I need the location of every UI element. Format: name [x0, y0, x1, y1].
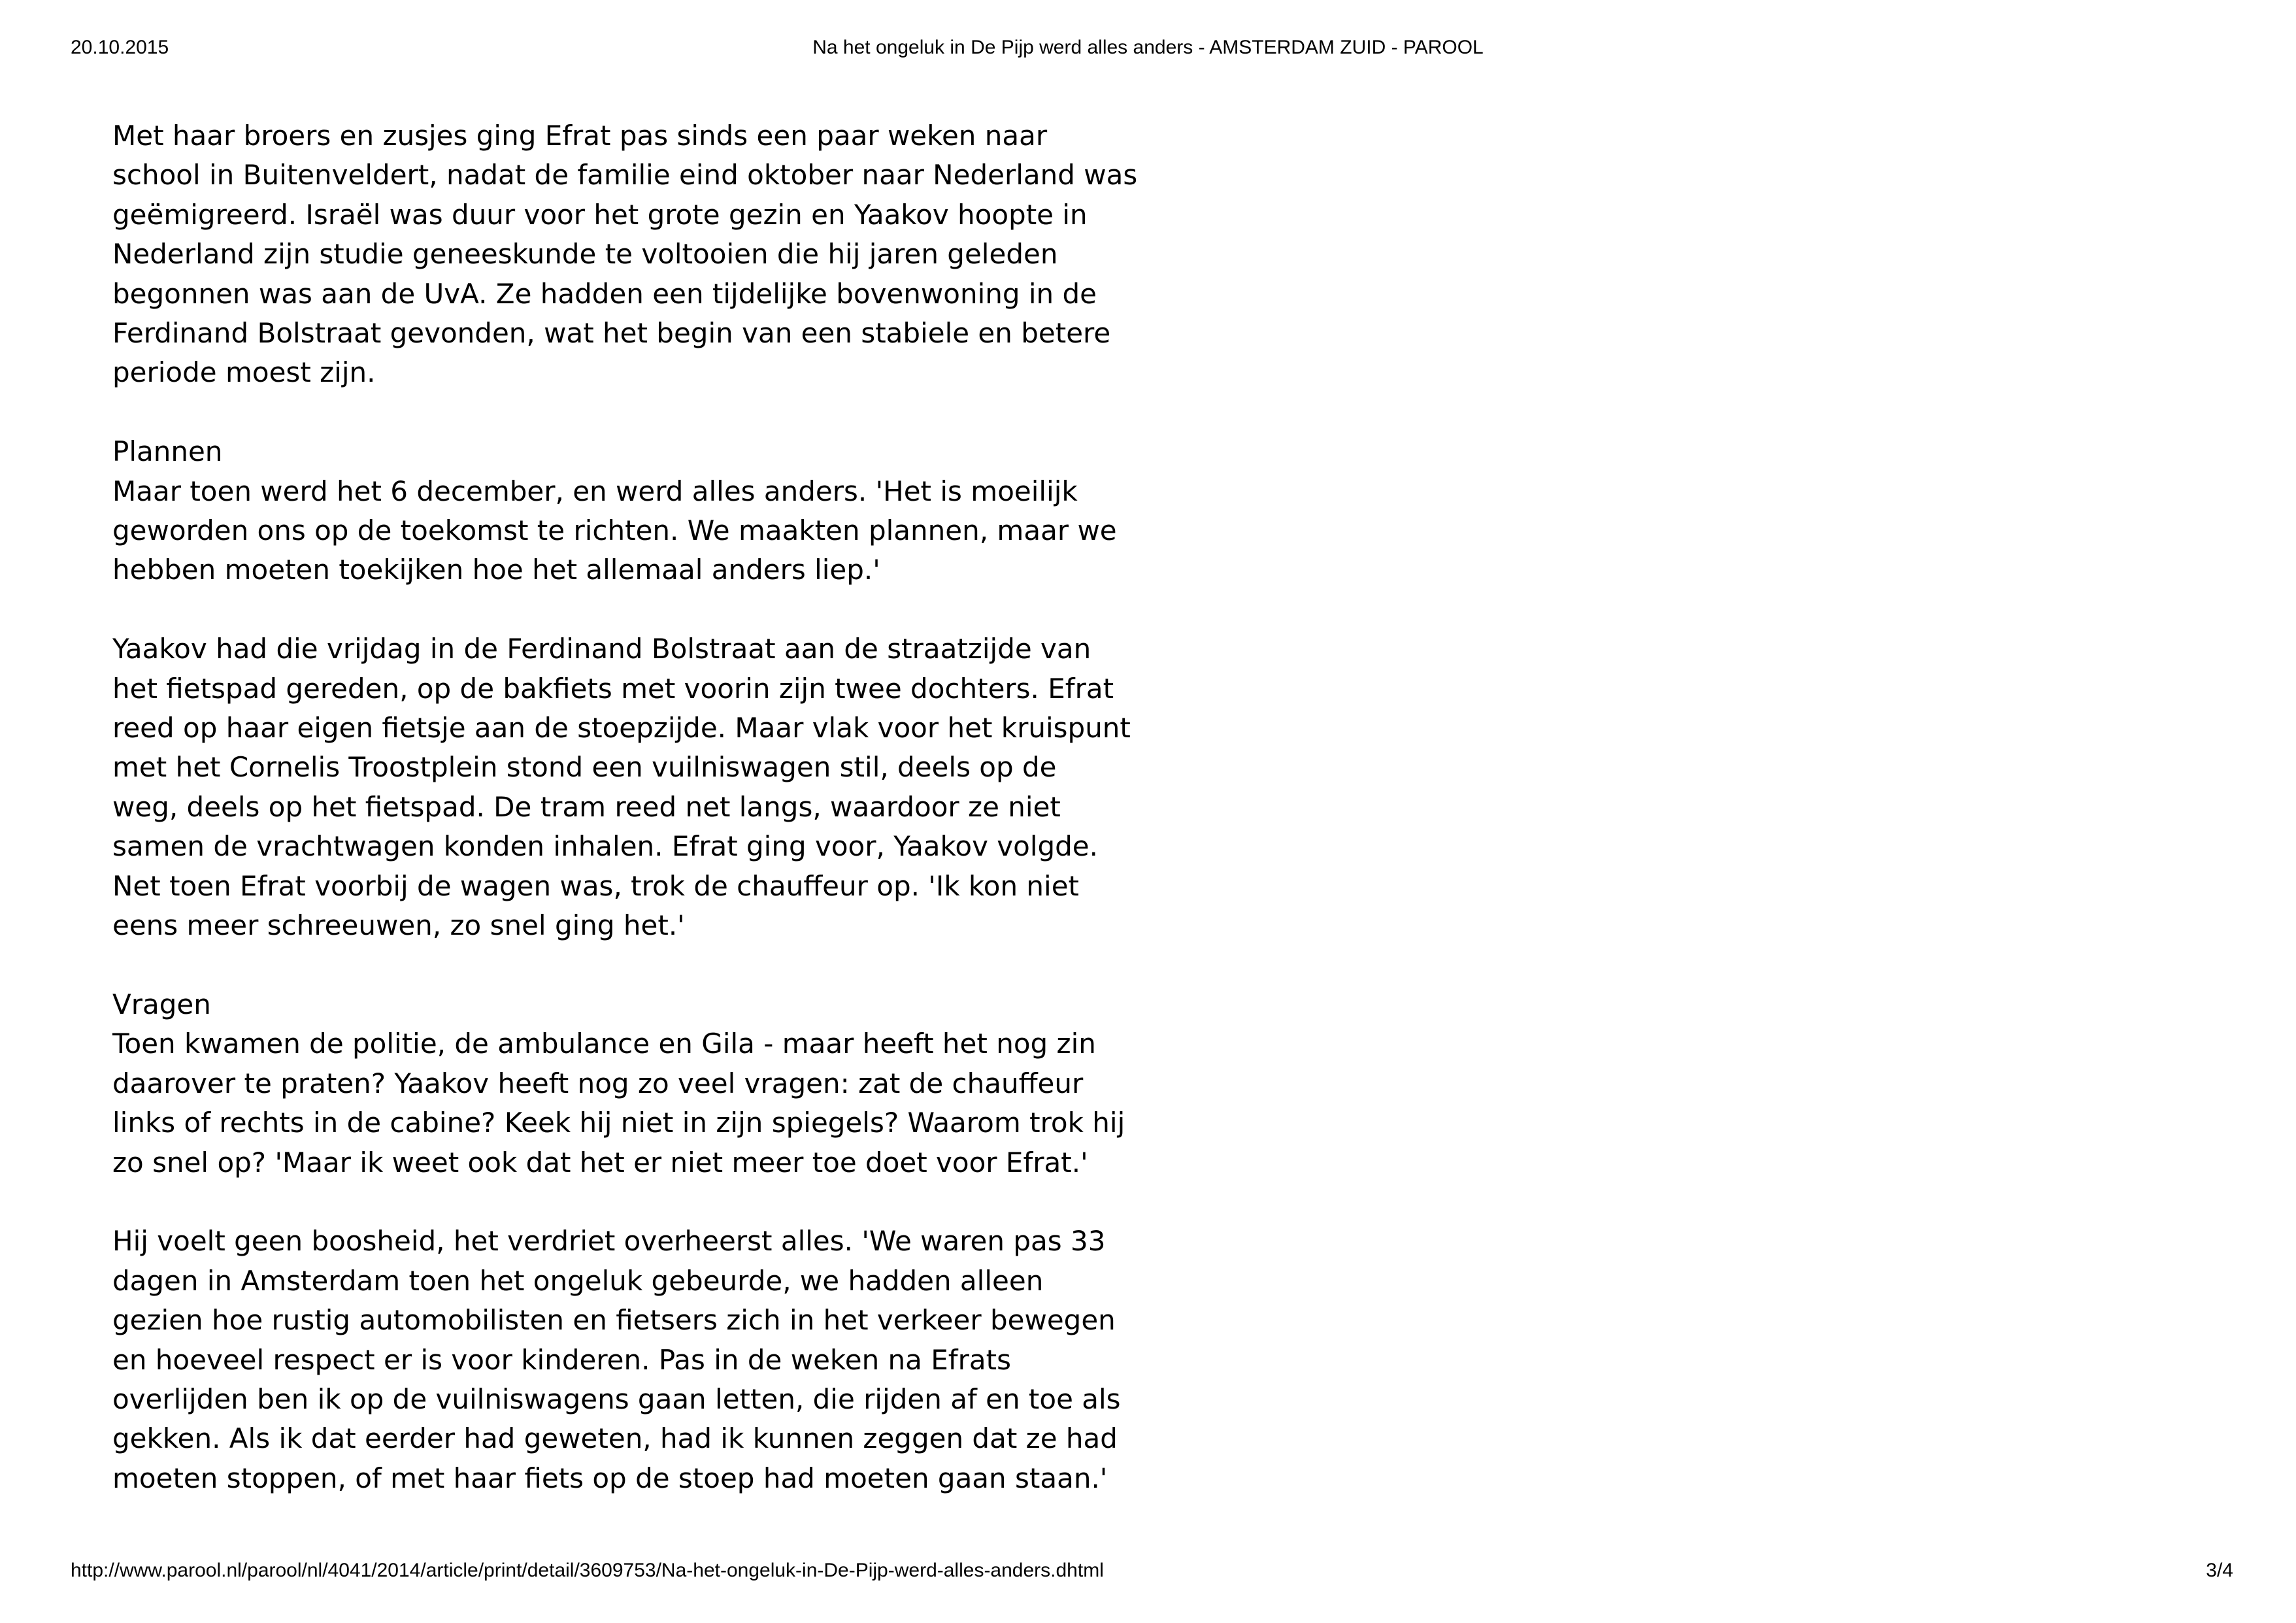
text-line: gekken. Als ik dat eerder had geweten, had ik kunnen zeggen dat ze had: [112, 1422, 1118, 1455]
text-line: Met haar broers en zusjes ging Efrat pas sinds een paar weken naar: [112, 120, 1048, 152]
text-line: geworden ons op de toekomst te richten. We maakten plannen, maar we: [112, 514, 1117, 547]
paragraph: [112, 985, 1158, 1182]
paragraph: [112, 432, 1158, 590]
text-line: Yaakov had die vrijdag in de Ferdinand Bolstraat aan de straatzijde van: [112, 633, 1091, 665]
text-line: dagen in Amsterdam toen het ongeluk gebeurde, we hadden alleen: [112, 1264, 1044, 1297]
page-number: 3/4: [2206, 1560, 2233, 1581]
text-line: Maar toen werd het 6 december, en werd alles anders. 'Het is moeilijk: [112, 475, 1078, 507]
text-line: Toen kwamen de politie, de ambulance en Gila - maar heeft het nog zin: [112, 1028, 1096, 1060]
text-line: en hoeveel respect er is voor kinderen. Pas in de weken na Efrats: [112, 1343, 1011, 1376]
text-line: hebben moeten toekijken hoe het allemaal anders liep.': [112, 554, 880, 586]
print-header: [0, 37, 2296, 76]
text-line: Hij voelt geen boosheid, het verdriet overheerst alles. 'We waren pas 33: [112, 1225, 1106, 1258]
print-date: 20.10.2015: [71, 37, 169, 58]
text-line: daarover te praten? Yaakov heeft nog zo veel vragen: zat de chauffeur: [112, 1067, 1084, 1099]
subheading-vragen: Vragen: [112, 988, 211, 1020]
text-line: moeten stoppen, of met haar fiets op de stoep had moeten gaan staan.': [112, 1462, 1108, 1494]
text-line: met het Cornelis Troostplein stond een vuilniswagen stil, deels op de: [112, 751, 1057, 784]
text-line: overlijden ben ik op de vuilniswagens gaan letten, die rijden af en toe als: [112, 1382, 1121, 1415]
text-line: Ferdinand Bolstraat gevonden, wat het begin van een stabiele en betere: [112, 317, 1111, 350]
text-line: geëmigreerd. Israël was duur voor het grote gezin en Yaakov hoopte in: [112, 198, 1088, 231]
paragraph: [112, 629, 1158, 945]
text-line: Nederland zijn studie geneeskunde te voltooien die hij jaren geleden: [112, 238, 1058, 271]
text-line: school in Buitenveldert, nadat de familie eind oktober naar Nederland was: [112, 159, 1138, 192]
text-line: eens meer schreeuwen, zo snel ging het.': [112, 909, 685, 942]
print-url: http://www.parool.nl/parool/nl/4041/2014/article/print/detail/3609753/Na-het-ongeluk-in-De-Pijp-werd-alles-anders.dhtml: [71, 1560, 1104, 1581]
text-line: zo snel op? 'Maar ik weet ook dat het er niet meer toe doet voor Efrat.': [112, 1146, 1088, 1179]
text-line: links of rechts in de cabine? Keek hij niet in zijn spiegels? Waarom trok hij: [112, 1107, 1125, 1139]
article-body: [112, 116, 1158, 1538]
text-line: weg, deels op het fietspad. De tram reed net langs, waardoor ze niet: [112, 790, 1061, 823]
print-footer: [0, 1560, 2296, 1599]
text-line: Net toen Efrat voorbij de wagen was, trok de chauffeur op. 'Ik kon niet: [112, 869, 1080, 902]
paragraph: [112, 116, 1158, 393]
text-line: het fietspad gereden, op de bakfiets met voorin zijn twee dochters. Efrat: [112, 672, 1114, 705]
text-line: reed op haar eigen fietsje aan de stoepzijde. Maar vlak voor het kruispunt: [112, 712, 1131, 745]
print-page-title: Na het ongeluk in De Pijp werd alles anders - AMSTERDAM ZUID - PAROOL: [812, 37, 1484, 58]
subheading-plannen: Plannen: [112, 435, 223, 468]
text-line: gezien hoe rustig automobilisten en fietsers zich in het verkeer bewegen: [112, 1304, 1116, 1337]
paragraph: [112, 1222, 1158, 1498]
text-line: samen de vrachtwagen konden inhalen. Efrat ging voor, Yaakov volgde.: [112, 830, 1099, 863]
text-line: periode moest zijn.: [112, 356, 376, 389]
text-line: begonnen was aan de UvA. Ze hadden een tijdelijke bovenwoning in de: [112, 277, 1097, 310]
